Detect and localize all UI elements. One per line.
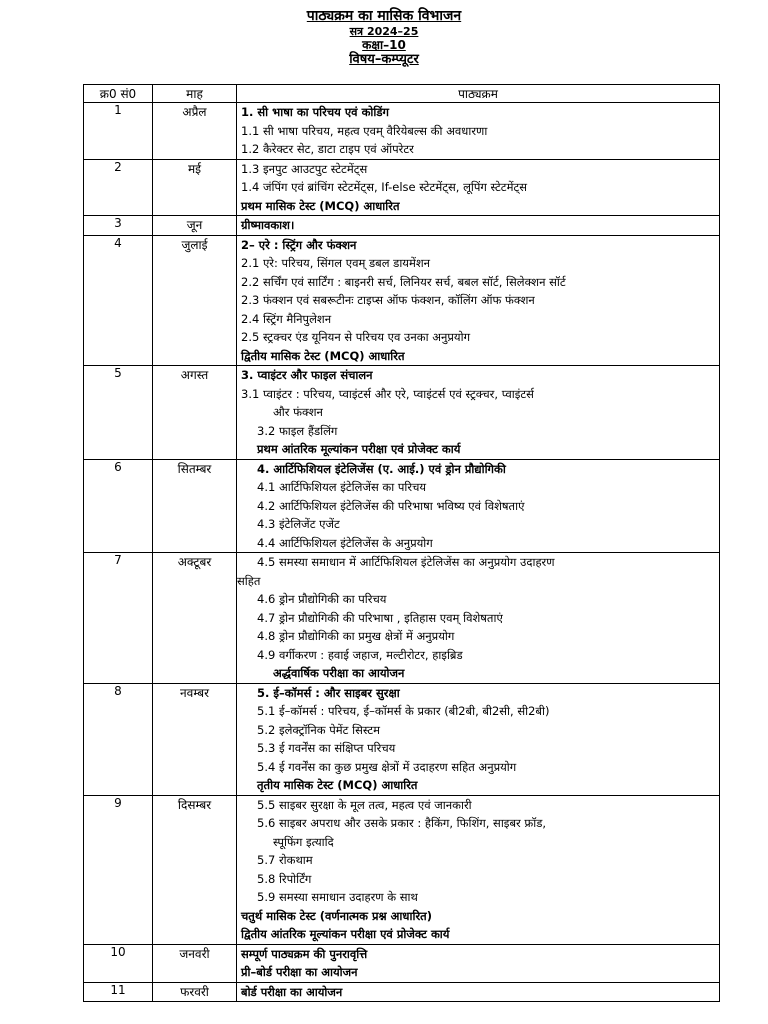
syllabus-topic-line: 4.6 ड्रोन प्रौद्योगिकी का परिचय <box>257 592 387 606</box>
syllabus-heading-line: प्रथम मासिक टेस्ट (MCQ) आधारित <box>241 198 400 213</box>
syllabus-cell <box>237 459 720 553</box>
syllabus-topic-line: 4.2 आर्टिफिशियल इंटेलिजेंस की परिभाषा भविष्य एवं विशेषताएं <box>257 498 525 513</box>
table-row <box>84 683 720 795</box>
syllabus-topic-line: 5.9 समस्या समाधान उदाहरण के साथ <box>257 890 418 904</box>
table-header-row <box>84 85 720 103</box>
table-row <box>84 159 720 216</box>
syllabus-heading-line: 3. प्वाइंटर और फाइल संचालन <box>241 368 373 382</box>
serial-number-cell: 7 <box>84 553 153 684</box>
document-header <box>0 0 768 71</box>
serial-number-cell: 1 <box>84 103 153 160</box>
syllabus-heading-line: प्री–बोर्ड परीक्षा का आयोजन <box>241 965 358 979</box>
syllabus-topic-line: 4.8 ड्रोन प्रौद्योगिकी का प्रमुख क्षेत्रों में अनुप्रयोग <box>257 629 455 643</box>
syllabus-heading-line: 2– एरे : स्ट्रिंग और फंक्शन <box>241 237 357 252</box>
month-cell: फरवरी <box>153 982 237 1002</box>
month-cell: जुलाई <box>153 235 237 366</box>
serial-number-cell: 10 <box>84 944 153 982</box>
table-row <box>84 553 720 684</box>
month-cell: अगस्त <box>153 366 237 460</box>
table-row <box>84 795 720 944</box>
syllabus-topic-line: और फंक्शन <box>273 405 323 419</box>
subject-label: विषय–कम्प्यूटर <box>349 52 419 68</box>
syllabus-topic-line: 4.5 समस्या समाधान में आर्टिफिशियल इंटेलिजेंस का अनुप्रयोग उदाहरण <box>257 555 555 569</box>
syllabus-heading-line: प्रथम आंतरिक मूल्यांकन परीक्षा एवं प्रोजेक्ट कार्य <box>257 442 461 456</box>
syllabus-topic-line: 3.1 प्वाइंटर : परिचय, प्वाइंटर्स और एरे, प्वाइंटर्स एवं स्ट्रक्चर, प्वाइंटर्स <box>241 386 534 401</box>
syllabus-topic-line: 5.8 रिपोर्टिंग <box>257 871 312 886</box>
syllabus-topic-line: 2.3 फंक्शन एवं सबरूटीनः टाइप्स ऑफ फंक्शन, कॉलिंग ऑफ फंक्शन <box>241 293 535 307</box>
syllabus-heading-line: ग्रीष्मावकाश। <box>241 218 295 232</box>
document-title: पाठ्यक्रम का मासिक विभाजन <box>306 8 462 24</box>
syllabus-topic-line: 5.3 ई गवर्नेंस का संक्षिप्त परिचय <box>257 741 396 755</box>
syllabus-topic-line: 5.5 साइबर सुरक्षा के मूल तत्व, महत्व एवं जानकारी <box>257 797 472 812</box>
serial-number-cell: 6 <box>84 459 153 553</box>
syllabus-topic-line: 5.4 ई गवर्नेंस का कुछ प्रमुख क्षेत्रों में उदाहरण सहित अनुप्रयोग <box>257 759 517 774</box>
syllabus-heading-line: 5. ई–कॉमर्स : और साइबर सुरक्षा <box>257 685 400 700</box>
table-row <box>84 944 720 982</box>
syllabus-cell <box>237 159 720 216</box>
syllabus-topic-line: 4.4 आर्टिफिशियल इंटेलिजेंस के अनुप्रयोग <box>257 535 433 550</box>
syllabus-heading-line: तृतीय मासिक टेस्ट (MCQ) आधारित <box>257 778 418 792</box>
syllabus-topic-line: 1.2 कैरेक्टर सेट, डाटा टाइप एवं ऑपरेटर <box>241 142 414 156</box>
syllabus-heading-line: 1. सी भाषा का परिचय एवं कोडिंग <box>241 105 389 119</box>
syllabus-topic-line: 2.2 सर्चिंग एवं सार्टिंग : बाइनरी सर्च, लिनियर सर्च, बबल सॉर्ट, सिलेक्शन सॉर्ट <box>241 274 566 289</box>
syllabus-topic-line: स्पूफिंग इत्यादि <box>273 834 334 849</box>
table-row <box>84 103 720 160</box>
syllabus-heading-line: बोर्ड परीक्षा का आयोजन <box>241 984 343 999</box>
syllabus-cell <box>237 235 720 366</box>
syllabus-table <box>83 84 720 1002</box>
month-cell: नवम्बर <box>153 683 237 795</box>
syllabus-topic-line: 3.2 फाइल हैंडलिंग <box>257 423 338 438</box>
serial-number-cell: 3 <box>84 216 153 236</box>
syllabus-topic-line: 1.4 जंपिंग एवं ब्रांचिंग स्टेटमेंट्स, If-else स्टेटमेंट्स, लूपिंग स्टेटमेंट्स <box>241 180 528 194</box>
serial-number-cell: 8 <box>84 683 153 795</box>
syllabus-topic-line: 2.4 स्ट्रिंग मैनिपुलेशन <box>241 311 332 326</box>
syllabus-cell <box>237 553 720 684</box>
session-label: सत्र 2024–25 <box>349 24 419 38</box>
month-cell: अक्टूबर <box>153 553 237 684</box>
column-header-serial: क्र0 सं0 <box>84 85 153 103</box>
syllabus-cell <box>237 103 720 160</box>
column-header-syllabus: पाठ्यक्रम <box>237 85 720 103</box>
table-row <box>84 982 720 1002</box>
class-label: कक्षा–10 <box>362 37 406 52</box>
syllabus-topic-line: 1.3 इनपुट आउटपुट स्टेटमेंट्स <box>241 161 368 176</box>
month-cell: मई <box>153 159 237 216</box>
syllabus-topic-line: 5.1 ई–कॉमर्स : परिचय, ई–कॉमर्स के प्रकार (बी2बी, बी2सी, सी2बी) <box>257 704 550 718</box>
syllabus-heading-line: द्वितीय आंतरिक मूल्यांकन परीक्षा एवं प्रोजेक्ट कार्य <box>241 927 450 941</box>
syllabus-heading-line: सम्पूर्ण पाठ्यक्रम की पुनरावृत्ति <box>241 946 368 961</box>
syllabus-topic-line: 4.1 आर्टिफिशियल इंटेलिजेंस का परिचय <box>257 480 427 494</box>
table-row <box>84 459 720 553</box>
syllabus-heading-line: द्वितीय मासिक टेस्ट (MCQ) आधारित <box>241 348 405 363</box>
syllabus-cell <box>237 216 720 236</box>
table-row <box>84 366 720 460</box>
serial-number-cell: 5 <box>84 366 153 460</box>
syllabus-cell <box>237 944 720 982</box>
syllabus-topic-line: 5.7 रोकथाम <box>257 853 313 867</box>
syllabus-cell <box>237 795 720 944</box>
syllabus-topic-line: 4.9 वर्गीकरण : हवाई जहाज, मल्टीरोटर, हाइब्रिड <box>257 647 463 662</box>
syllabus-topic-line: सहित <box>237 573 261 588</box>
month-cell: जनवरी <box>153 944 237 982</box>
month-cell: अप्रैल <box>153 103 237 160</box>
syllabus-cell <box>237 982 720 1002</box>
serial-number-cell: 11 <box>84 982 153 1002</box>
syllabus-cell <box>237 366 720 460</box>
column-header-month: माह <box>153 85 237 103</box>
table-row <box>84 235 720 366</box>
syllabus-heading-line: चतुर्थ मासिक टेस्ट (वर्णनात्मक प्रश्न आधारित) <box>241 908 432 923</box>
month-cell: जून <box>153 216 237 236</box>
syllabus-topic-line: 5.6 साइबर अपराध और उसके प्रकार : हैकिंग, फिशिंग, साइबर फ्रॉड, <box>257 816 547 830</box>
serial-number-cell: 2 <box>84 159 153 216</box>
syllabus-topic-line: 2.5 स्ट्रक्चर एंड यूनियन से परिचय एव उनका अनुप्रयोग <box>241 330 471 344</box>
table-row <box>84 216 720 236</box>
syllabus-heading-line: 4. आर्टिफिशियल इंटेलिजेंस (ए. आई.) एवं ड्रोन प्रौद्योगिकी <box>257 461 506 476</box>
syllabus-heading-line: अर्द्धवार्षिक परीक्षा का आयोजन <box>273 666 405 680</box>
syllabus-topic-line: 2.1 एरे: परिचय, सिंगल एवम् डबल डायमेंशन <box>241 256 431 270</box>
serial-number-cell: 9 <box>84 795 153 944</box>
syllabus-topic-line: 4.3 इंटेलिजेंट एजेंट <box>257 517 340 531</box>
syllabus-topic-line: 1.1 सी भाषा परिचय, महत्व एवम् वैरियेबल्स की अवधारणा <box>241 123 488 138</box>
serial-number-cell: 4 <box>84 235 153 366</box>
syllabus-topic-line: 4.7 ड्रोन प्रौद्योगिकी की परिभाषा , इतिहास एवम् विशेषताएं <box>257 610 503 625</box>
month-cell: दिसम्बर <box>153 795 237 944</box>
syllabus-cell <box>237 683 720 795</box>
month-cell: सितम्बर <box>153 459 237 553</box>
syllabus-topic-line: 5.2 इलेक्ट्रॉनिक पेमेंट सिस्टम <box>257 722 381 737</box>
